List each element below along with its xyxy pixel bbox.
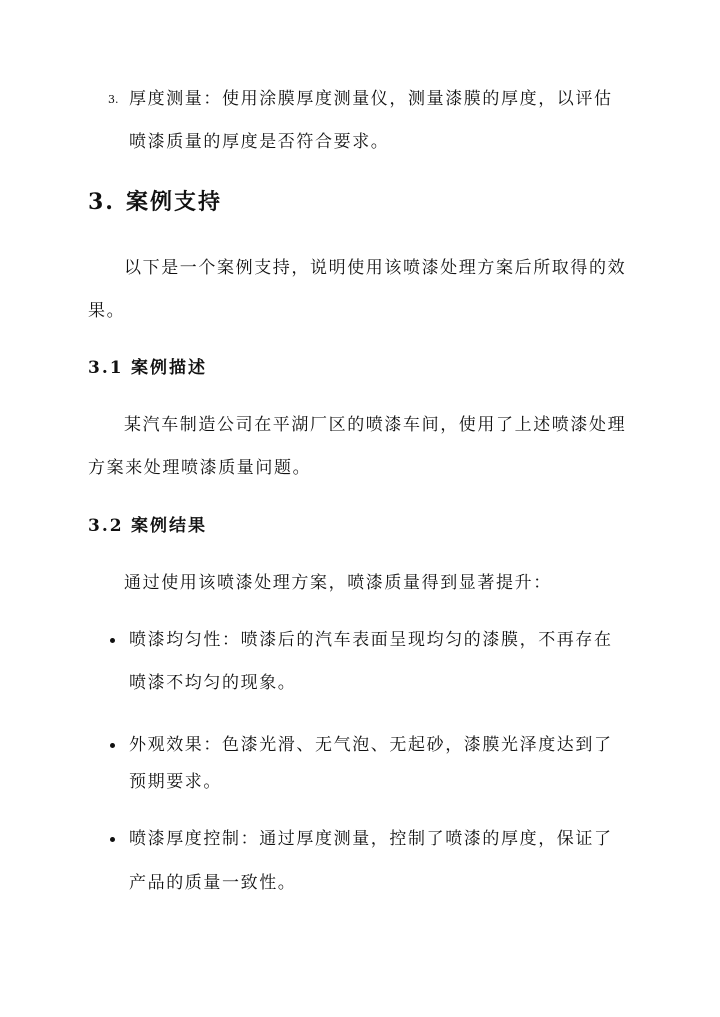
section-number: 3. xyxy=(88,189,115,215)
bullet-icon xyxy=(110,837,115,842)
list-item-text-line: 喷漆质量的厚度是否符合要求。 xyxy=(129,132,390,152)
subsection-title: 案例描述 xyxy=(131,358,207,378)
section-title: 案例支持 xyxy=(126,189,223,215)
list-item-text-line: 喷漆厚度控制：通过厚度测量，控制了喷漆的厚度，保证了 xyxy=(129,829,613,849)
list-item-text-line: 预期要求。 xyxy=(129,772,222,792)
bullet-icon xyxy=(110,743,115,748)
subsection-number: 3.2 xyxy=(88,516,124,536)
list-item-text-line: 厚度测量：使用涂膜厚度测量仪，测量漆膜的厚度，以评估 xyxy=(129,89,613,109)
list-item-text-line: 产品的质量一致性。 xyxy=(129,873,297,893)
paragraph-line: 果。 xyxy=(88,301,126,321)
paragraph-line: 方案来处理喷漆质量问题。 xyxy=(88,458,312,478)
list-number: 3. xyxy=(108,93,119,106)
bullet-icon xyxy=(110,638,115,643)
paragraph-line: 以下是一个案例支持，说明使用该喷漆处理方案后所取得的效 xyxy=(124,258,627,278)
paragraph-line: 某汽车制造公司在平湖厂区的喷漆车间，使用了上述喷漆处理 xyxy=(124,415,627,435)
subsection-number: 3.1 xyxy=(88,358,124,378)
subsection-title: 案例结果 xyxy=(131,516,207,536)
list-item-text-line: 喷漆均匀性：喷漆后的汽车表面呈现均匀的漆膜，不再存在 xyxy=(129,630,613,650)
list-item-text-line: 外观效果：色漆光滑、无气泡、无起砂，漆膜光泽度达到了 xyxy=(129,735,613,755)
list-item-text-line: 喷漆不均匀的现象。 xyxy=(129,673,297,693)
section-3-2-intro: 通过使用该喷漆处理方案，喷漆质量得到显著提升： xyxy=(124,573,552,593)
